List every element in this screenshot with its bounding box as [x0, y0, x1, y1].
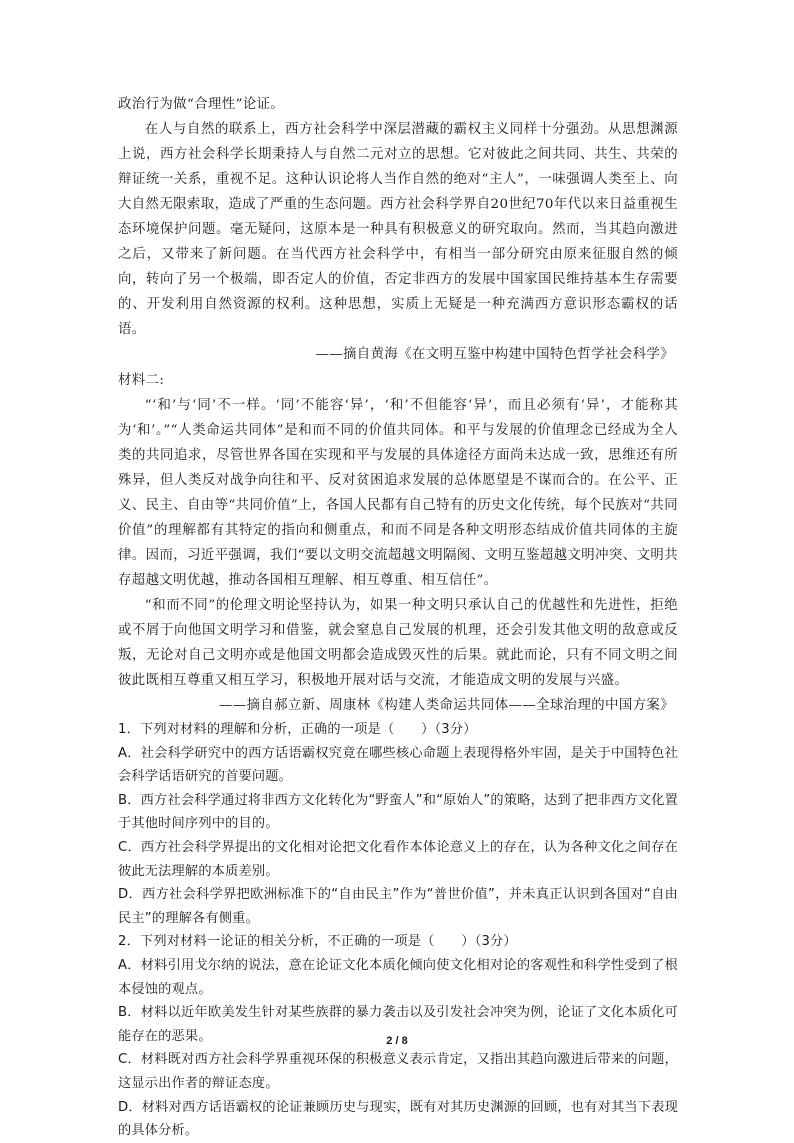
material2-source: ——摘自郝立新、周康林《构建人类命运共同体——全球治理的中国方案》: [218, 698, 674, 713]
question-option-d: D．材料对西方话语霸权的论证兼顾历史与现实，既有对其历史渊源的回顾，也有对其当下表现的具体分析。: [118, 1099, 678, 1139]
material1-top-line: 政治行为做“合理性”论证。: [118, 97, 285, 112]
question-stem: 2．下列对材料一论证的相关分析，不正确的一项是（ ）（3分）: [118, 934, 517, 950]
question-option-d: D．西方社会科学界把欧洲标准下的“自由民主”作为“普世价值”，并未真正认识到各国对“自由民主”的理解各有侧重。: [118, 887, 678, 926]
question-stem: 1．下列对材料的理解和分析，正确的一项是（ ）（3分）: [118, 722, 477, 737]
material1-paragraph: 在人与自然的联系上，西方社会科学中深层潜藏的霸权主义同样十分强劲。从思想渊源上说，西方社会科学长期秉持人与自然二元对立的思想。它对彼此之间共同、共生、共荣的辩证统一关系，重视不足。这种认识论将人当作自然的绝对“主人”，一味强调人类至上、向大自然无限索取，造成了严重的生态问题。西方社会科学界自20世纪70年代以来日益重视生态环境保护问题。毫无疑问，这原本是一种具有积极意义的研究取向。然而，当其趋向激进之后，又带来了新问题。在当代西方社会科学中，有相当一部分研究由原来征服自然的倾向，转向了另一个极端，即否定人的价值，否定非西方的发展中国家国民维持基本生存需要的、开发利用自然资源的权利。这种思想，实质上无疑是一种充满西方意识形态霸权的话语。: [118, 122, 678, 337]
page-number: 2 / 8: [386, 1035, 408, 1047]
question-option-a: A．社会科学研究中的西方话语霸权究竟在哪些核心命题上表现得格外牢固，是关于中国特色社会科学话语研究的首要问题。: [118, 745, 678, 785]
question-option-c: C．材料既对西方社会科学界重视环保的积极意义表示肯定，又指出其趋向激进后带来的问题，这显示出作者的辩证态度。: [118, 1052, 678, 1091]
question-option-c: C．西方社会科学界提出的文化相对论把文化看作本体论意义上的存在，认为各种文化之间存在彼此无法理解的本质差别。: [118, 839, 678, 879]
material2-paragraph-2: “和而不同”的伦理文明论坚持认为，如果一种文明只承认自己的优越性和先进性，拒绝或不屑于向他国文明学习和借鉴，就会窒息自己发展的机理，还会引发其他文明的敌意或反叛，无论对自己文明亦或是他国文明都会造成毁灭性的后果。就此而论，只有不同文明之间彼此既相互尊重又相互学习，积极地开展对话与交流，才能造成文明的发展与兴盛。: [118, 598, 678, 688]
question-option-b: B．西方社会科学通过将非西方文化转化为“野蛮人”和“原始人”的策略，达到了把非西方文化置于其他时间序列中的目的。: [118, 792, 678, 832]
material2-paragraph-1: “‘和’与‘同’不一样。‘同’不能容‘异’，‘和’不但能容‘异’，而且必须有‘异’，才能称其为‘和’。”“人类命运共同体”是和而不同的价值共同体。和平与发展的价值理念已经成为全人类的共同追求，尽管世界各国在实现和平与发展的具体途径方面尚未达成一致，思维还有所殊异，但人类反对战争向往和平、反对贫困追求发展的总体愿望是不谋而合的。在公平、正义、民主、自由等“共同价值”上，各国人民都有自己特有的历史文化传统，每个民族对“共同价值”的理解都有其特定的指向和侧重点，和而不同是各种文明形态结成价值共同体的主旋律。因而，习近平强调，我们“要以文明交流超越文明隔阂、文明互鉴超越文明冲突、文明共存超越文明优越，推动各国相互理解、相互尊重、相互信任”。: [118, 398, 678, 588]
question-option-b: B．材料以近年欧美发生针对某些族群的暴力袭击以及引发社会冲突为例，论证了文化本质化可能存在的恶果。: [118, 1005, 678, 1044]
page-content: [118, 92, 678, 1143]
material1-source: ——摘自黄海《在文明互鉴中构建中国特色哲学社会科学》: [315, 347, 674, 362]
question-option-a: A．材料引用戈尔纳的说法，意在论证文化本质化倾向使文化相对论的客观性和科学性受到了根本侵蚀的观点。: [118, 957, 678, 997]
material2-label: 材料二:: [118, 373, 165, 388]
question-1: [118, 718, 678, 930]
